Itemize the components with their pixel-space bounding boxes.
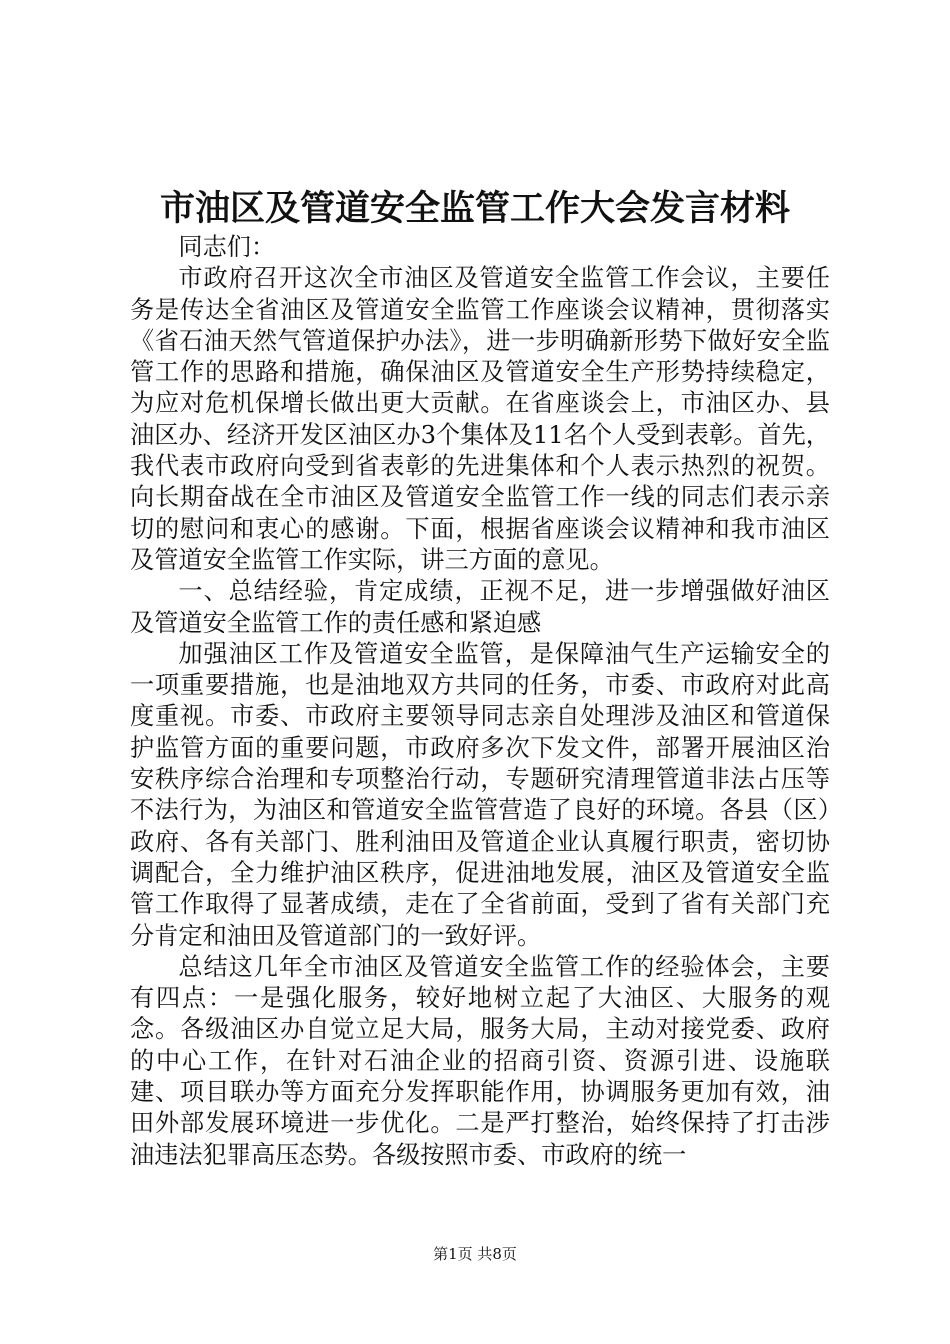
document-title: 市油区及管道安全监管工作大会发言材料 bbox=[159, 188, 790, 229]
body-paragraph: 加强油区工作及管道安全监管，是保障油气生产运输安全的一项重要措施，也是油地双方共同的任务，市委、市政府对此高度重视。市委、市政府主要领导同志亲自处理涉及油区和管道保护监管方面的重要问题，市政府多次下发文件，部署开展油区治安秩序综合治理和专项整治行动，专题研究清理管道非法占压等不法行为，为油区和管道安全监管营造了良好的环境。各县（区）政府、各有关部门、胜利油田及管道企业认真履行职责，密切协调配合，全力维护油区秩序，促进油地发展，油区及管道安全监管工作取得了显著成绩，走在了全省前面，受到了省有关部门充分肯定和油田及管道部门的一致好评。 bbox=[130, 639, 830, 950]
page-number-footer: 第1页 共8页 bbox=[433, 1245, 517, 1263]
body-paragraph: 总结这几年全市油区及管道安全监管工作的经验体会，主要有四点：一是强化服务，较好地树立起了大油区、大服务的观念。各级油区办自觉立足大局，服务大局，主动对接党委、政府的中心工作，在针对石油企业的招商引资、资源引进、设施联建、项目联办等方面充分发挥职能作用，协调服务更加有效，油田外部发展环境进一步优化。二是严打整治，始终保持了打击涉油违法犯罪高压态势。各级按照市委、市政府的统一 bbox=[130, 952, 830, 1169]
intro-paragraph: 市政府召开这次全市油区及管道安全监管工作会议，主要任务是传达全省油区及管道安全监管工作座谈会议精神，贯彻落实《省石油天然气管道保护办法》，进一步明确新形势下做好安全监管工作的思路和措施，确保油区及管道安全生产形势持续稳定，为应对危机保增长做出更大贡献。在省座谈会上，市油区办、县油区办、经济开发区油区办3个集体及11名个人受到表彰。首先，我代表市政府向受到省表彰的先进集体和个人表示热烈的祝贺。向长期奋战在全市油区及管道安全监管工作一线的同志们表示亲切的慰问和衷心的感谢。下面，根据省座谈会议精神和我市油区及管道安全监管工作实际，讲三方面的意见。 bbox=[130, 264, 830, 574]
salutation-paragraph: 同志们： bbox=[178, 233, 276, 261]
section-heading-one: 一、总结经验，肯定成绩，正视不足，进一步增强做好油区及管道安全监管工作的责任感和紧迫感 bbox=[130, 577, 830, 637]
document-body bbox=[130, 232, 830, 1171]
